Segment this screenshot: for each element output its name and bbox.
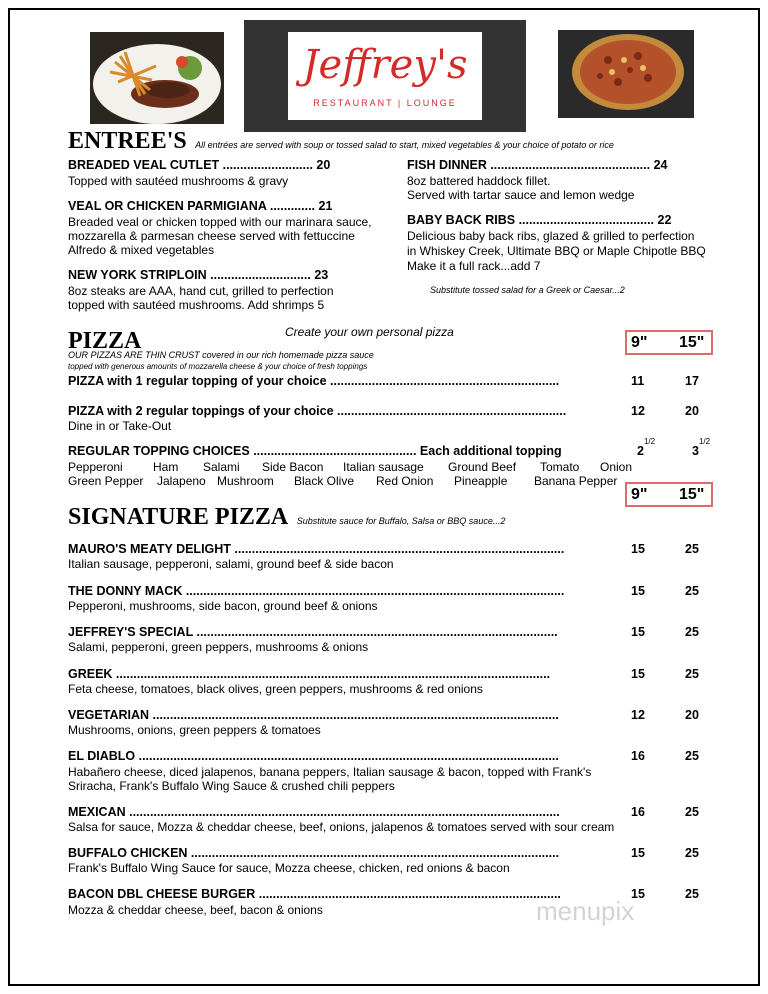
price-9: 16 [631, 805, 645, 819]
signature-item-desc: Salami, pepperoni, green peppers, mushrooms & onions [68, 640, 369, 654]
price-9: 15 [631, 667, 645, 681]
price-9: 12 [631, 708, 645, 722]
signature-item-desc: Sriracha, Frank's Buffalo Wing Sauce & crushed chili peppers [68, 779, 395, 793]
signature-size-header [625, 482, 713, 507]
entree-name: BABY BACK RIBS ....................................... [407, 213, 655, 227]
topping-tomato: Tomato [540, 460, 580, 474]
entree-desc: Breaded veal or chicken topped with our marinara sauce, [68, 215, 372, 229]
price-15: 20 [685, 404, 699, 418]
price-9: 15 [631, 625, 645, 639]
entree-price: 24 [653, 158, 668, 172]
price-15: 25 [685, 846, 699, 860]
price-9: 11 [631, 374, 645, 388]
topping-red-onion: Red Onion [376, 474, 434, 488]
size-9-label: 9" [631, 486, 648, 503]
additional-15-price: 3 [692, 444, 699, 458]
signature-item-name: GREEK ............................................................................................................................. [68, 667, 551, 681]
entree-desc: 8oz steaks are AAA, hand cut, grilled to perfection [68, 284, 334, 298]
topping-mushroom: Mushroom [217, 474, 274, 488]
entree-price: 21 [318, 199, 333, 213]
topping-pineapple: Pineapple [454, 474, 508, 488]
pizza-item-name: PIZZA with 2 regular toppings of your choice .................................................................. [68, 404, 567, 418]
pizza-heading: PIZZA [68, 328, 142, 354]
signature-item-desc: Mushrooms, onions, green peppers & tomatoes [68, 723, 321, 737]
half-fraction: 1/2 [643, 437, 656, 446]
price-15: 17 [685, 374, 699, 388]
price-15: 25 [685, 542, 699, 556]
price-9: 12 [631, 404, 645, 418]
entree-desc: in Whiskey Creek, Ultimate BBQ or Maple Chipotle BBQ [407, 244, 706, 258]
signature-item-name: VEGETARIAN ..................................................................................................................... [68, 708, 559, 722]
pizza-note-1: OUR PIZZAS ARE THIN CRUST covered in our rich homemade pizza sauce [68, 350, 374, 360]
entree-desc: Delicious baby back ribs, glazed & grilled to perfection [407, 229, 695, 243]
half-fraction: 1/2 [698, 437, 711, 446]
size-9-label: 9" [631, 334, 648, 351]
signature-item-desc: Italian sausage, pepperoni, salami, ground beef & side bacon [68, 557, 394, 571]
toppings-label: REGULAR TOPPING CHOICES ............................................... [68, 444, 417, 458]
entree-price: 20 [316, 158, 331, 172]
entrees-heading-row [68, 128, 614, 154]
signature-item-desc: Frank's Buffalo Wing Sauce for sauce, Mozza cheese, chicken, red onions & bacon [68, 861, 510, 875]
price-15: 25 [685, 667, 699, 681]
signature-item-name: THE DONNY MACK ............................................................................................................. [68, 584, 565, 598]
topping-onion: Onion [600, 460, 633, 474]
signature-item-desc: Feta cheese, tomatoes, black olives, green peppers, mushrooms & red onions [68, 682, 483, 696]
entree-name: VEAL OR CHICKEN PARMIGIANA ............. [68, 199, 316, 213]
topping-ground-beef: Ground Beef [448, 460, 517, 474]
additional-topping-label: Each additional topping [419, 444, 562, 458]
price-9: 15 [631, 542, 645, 556]
signature-item-name: MEXICAN ............................................................................................................................ [68, 805, 560, 819]
price-9: 15 [631, 887, 645, 901]
price-15: 25 [685, 805, 699, 819]
salad-substitute-note: Substitute tossed salad for a Greek or Caesar...2 [430, 285, 625, 295]
signature-item-name: JEFFREY'S SPECIAL ........................................................................................................ [68, 625, 558, 639]
price-15: 25 [685, 887, 699, 901]
size-15-label: 15" [679, 486, 705, 503]
price-15: 25 [685, 625, 699, 639]
entree-desc: Make it a full rack...add 7 [407, 259, 541, 273]
entree-desc: Topped with sautéed mushrooms & gravy [68, 174, 289, 188]
price-15: 25 [685, 749, 699, 763]
price-15: 20 [685, 708, 699, 722]
logo-subtitle: RESTAURANT | LOUNGE [313, 98, 457, 108]
entree-desc: mozzarella & parmesan cheese served with fettuccine [68, 229, 355, 243]
signature-item-desc: Pepperoni, mushrooms, side bacon, ground beef & onions [68, 599, 378, 613]
signature-note: Substitute sauce for Buffalo, Salsa or BBQ sauce...2 [296, 516, 506, 526]
entree-price: 22 [657, 213, 672, 227]
size-15-label: 15" [679, 334, 705, 351]
topping-jalapeno: Jalapeno [157, 474, 206, 488]
price-15: 25 [685, 584, 699, 598]
entree-desc: Alfredo & mixed vegetables [68, 243, 215, 257]
steak-photo [90, 32, 224, 124]
pizza-photo [558, 30, 694, 118]
pizza-size-header [625, 330, 713, 355]
topping-banana-pepper: Banana Pepper [534, 474, 618, 488]
signature-heading: SIGNATURE PIZZA [68, 504, 289, 530]
topping-green-pepper: Green Pepper [68, 474, 144, 488]
entrees-heading: ENTREE'S [68, 128, 187, 154]
signature-item-name: BACON DBL CHEESE BURGER ....................................................................................... [68, 887, 561, 901]
restaurant-logo [244, 20, 526, 132]
signature-item-desc: Habañero cheese, diced jalapenos, banana peppers, Italian sausage & bacon, topped with Frank's [68, 765, 592, 779]
topping-pepperoni: Pepperoni [68, 460, 123, 474]
logo-panel [288, 32, 482, 120]
entree-name: NEW YORK STRIPLOIN ............................. [68, 268, 311, 282]
topping-salami: Salami [203, 460, 240, 474]
entree-desc: topped with sautéed mushrooms. Add shrimps 5 [68, 298, 325, 312]
pizza-item-desc: Dine in or Take-Out [68, 419, 172, 433]
logo-name: Jeffrey's [302, 42, 468, 88]
signature-item-name: EL DIABLO ......................................................................................................................... [68, 749, 559, 763]
signature-heading-row [68, 504, 505, 530]
price-9: 16 [631, 749, 645, 763]
topping-side-bacon: Side Bacon [262, 460, 324, 474]
signature-item-name: MAURO'S MEATY DELIGHT ............................................................................................... [68, 542, 565, 556]
topping-black-olive: Black Olive [294, 474, 355, 488]
topping-italian-sausage: Italian sausage [343, 460, 424, 474]
pizza-item-name: PIZZA with 1 regular topping of your choice .................................................................. [68, 374, 560, 388]
signature-item-desc: Salsa for sauce, Mozza & cheddar cheese, beef, onions, jalapenos & tomatoes served with sour cream [68, 820, 615, 834]
price-9: 15 [631, 846, 645, 860]
price-9: 15 [631, 584, 645, 598]
pizza-note-2: topped with generous amounts of mozzarella cheese & your choice of fresh toppings [68, 362, 368, 371]
signature-item-desc: Mozza & cheddar cheese, beef, bacon & onions [68, 903, 323, 917]
entrees-note: All entrées are served with soup or tossed salad to start, mixed vegetables & your choice of potato or rice [195, 140, 614, 150]
menupix-watermark: menupix [536, 896, 635, 926]
entree-name: FISH DINNER .............................................. [407, 158, 651, 172]
topping-ham: Ham [153, 460, 179, 474]
entree-desc: Served with tartar sauce and lemon wedge [407, 188, 635, 202]
entree-desc: 8oz battered haddock fillet. [407, 174, 551, 188]
entree-price: 23 [314, 268, 329, 282]
additional-9-price: 2 [637, 444, 644, 458]
signature-item-name: BUFFALO CHICKEN .......................................................................................................... [68, 846, 560, 860]
create-own-pizza: Create your own personal pizza [285, 325, 454, 339]
entree-name: BREADED VEAL CUTLET .......................... [68, 158, 313, 172]
